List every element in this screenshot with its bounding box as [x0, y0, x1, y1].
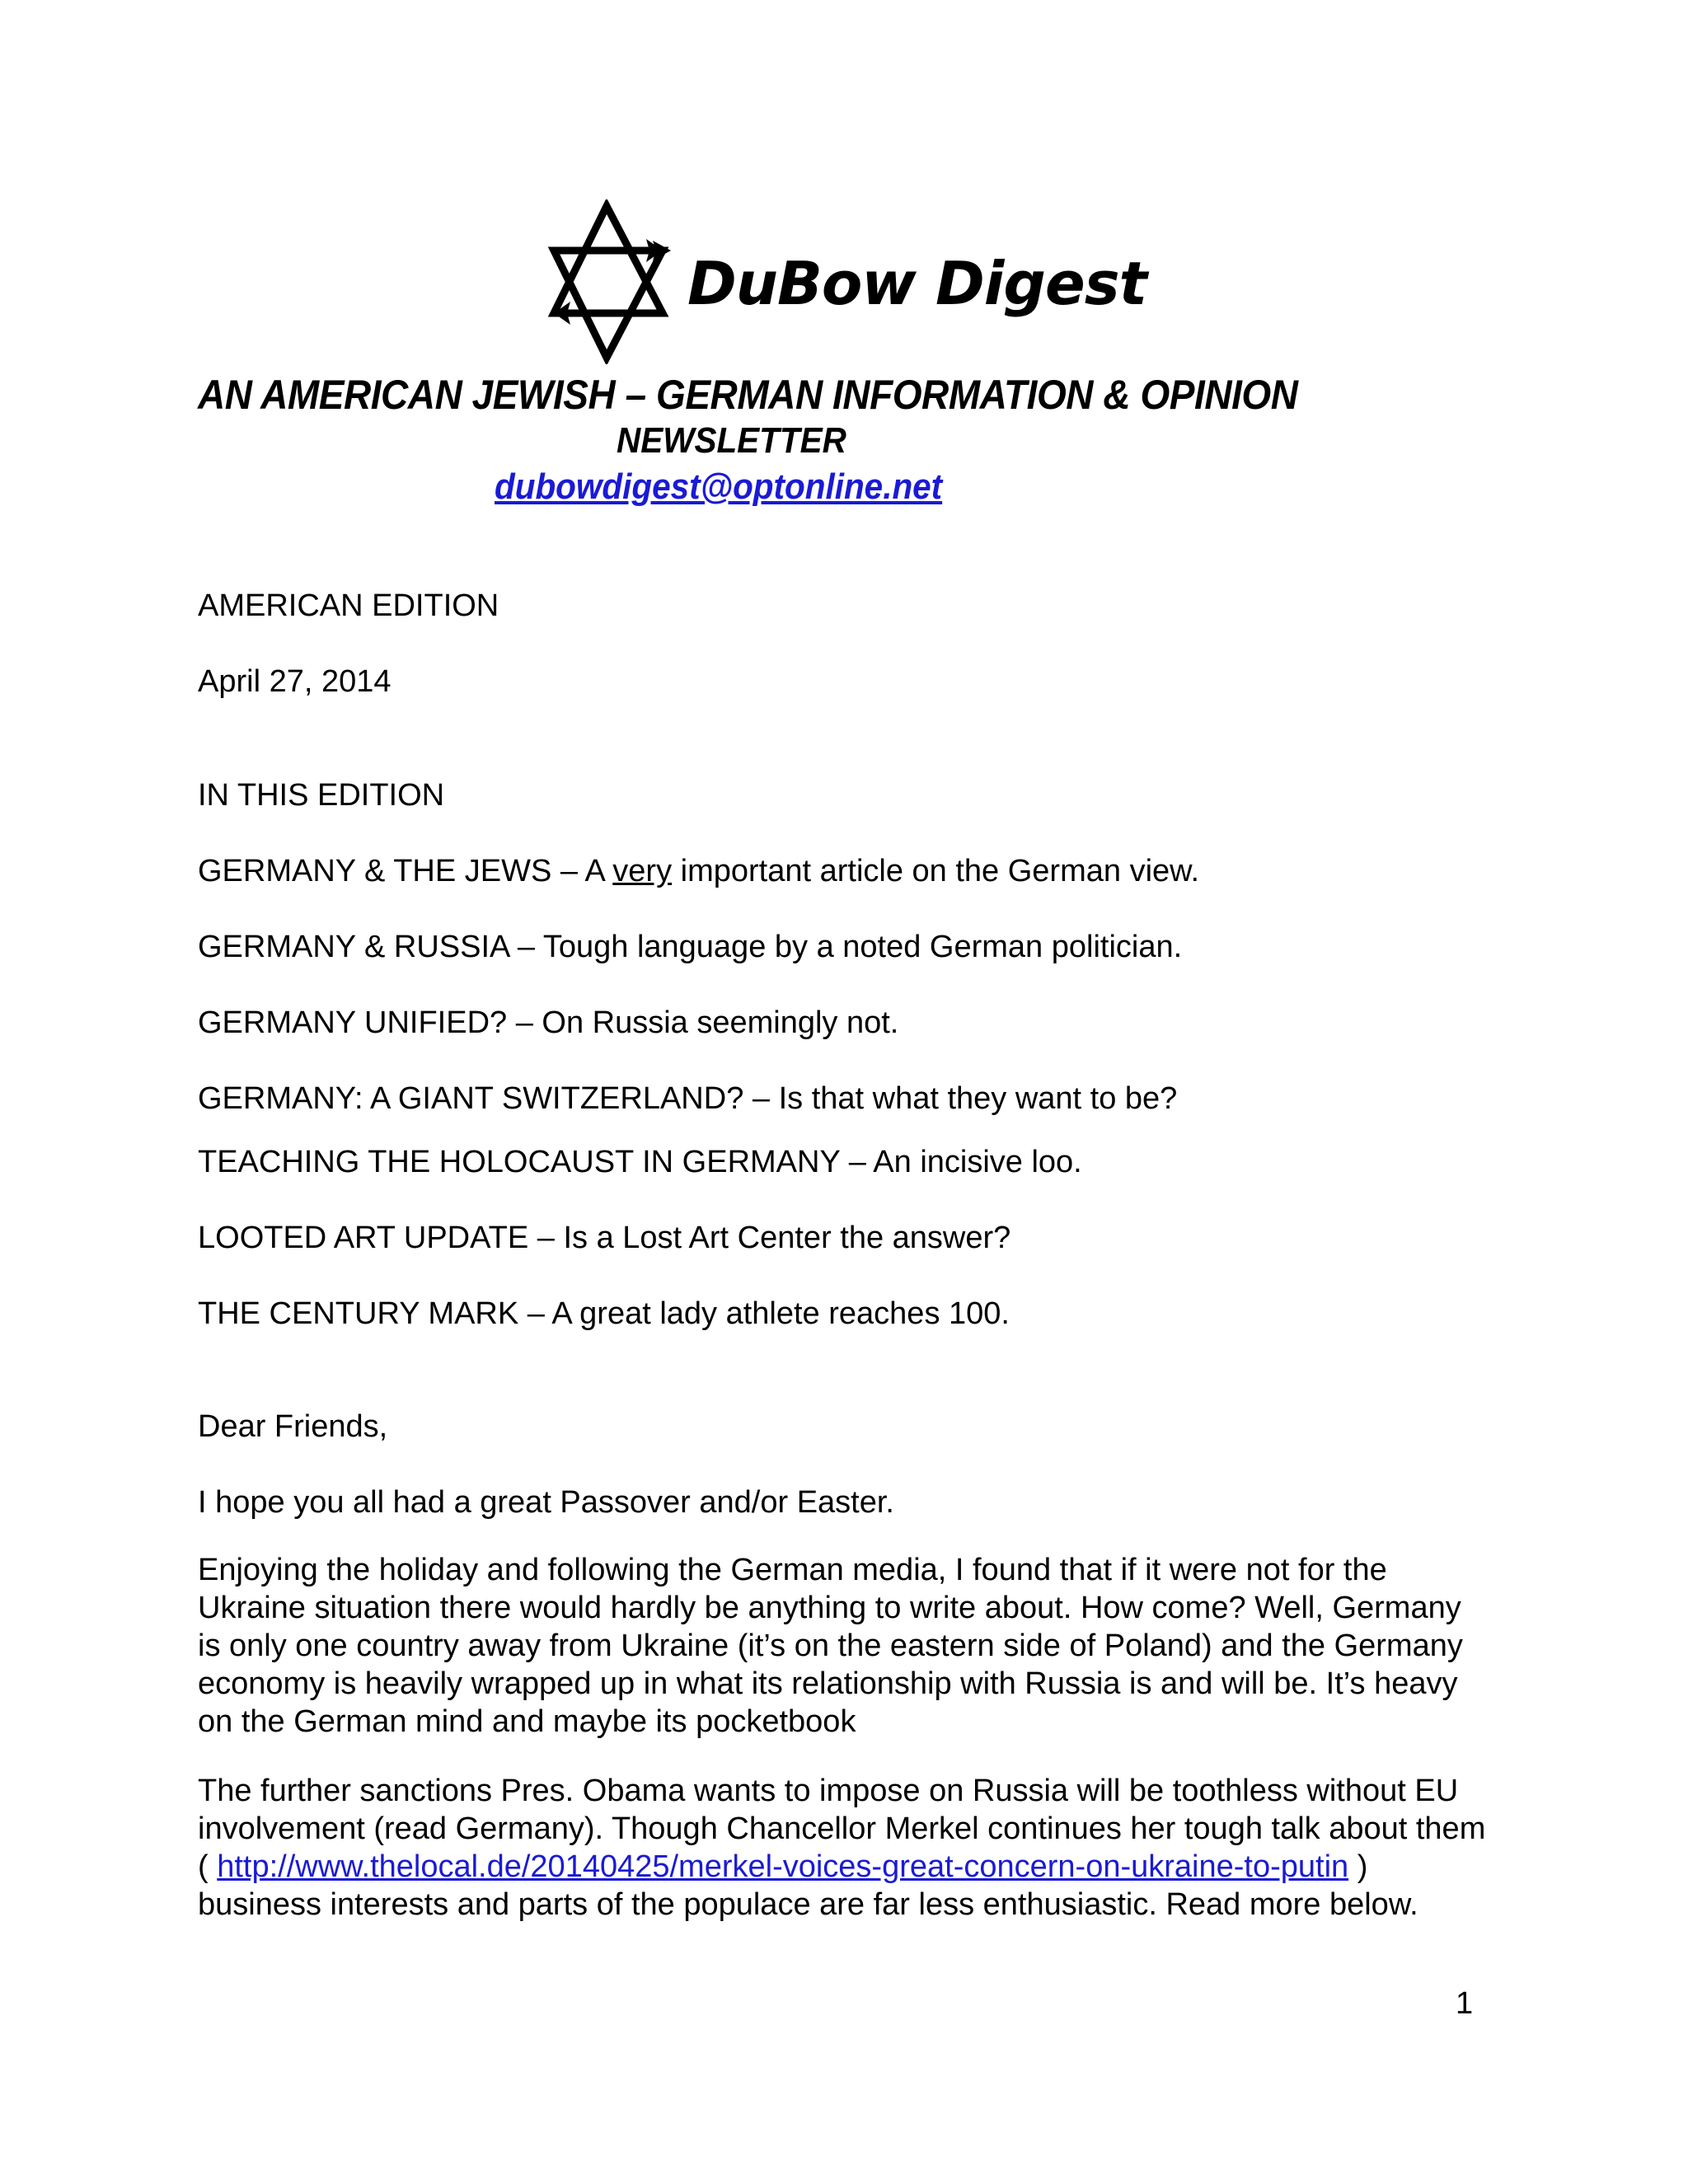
- page-number: 1: [1456, 1986, 1474, 2021]
- toc-item: GERMANY: A GIANT SWITZERLAND? – Is that what they want to be?: [198, 1081, 1178, 1116]
- body-paragraph: I hope you all had a great Passover and/or Easter.: [198, 1485, 894, 1520]
- logo-wordmark: DuBow Digest: [687, 249, 1147, 318]
- edition-label: AMERICAN EDITION: [198, 588, 499, 623]
- contact-email-link[interactable]: dubowdigest@optonline.net: [495, 466, 943, 507]
- toc-item: GERMANY & RUSSIA – Tough language by a noted German politician.: [198, 930, 1183, 964]
- star-of-david-arrows-icon: [547, 199, 687, 364]
- issue-date: April 27, 2014: [198, 664, 392, 699]
- body-paragraph: The further sanctions Pres. Obama wants to impose on Russia will be toothless without EU involvement (read Germany). Though Chancellor Merkel continues her tough talk about them ( http://www.thelocal.de/20140425/merkel-voices-great-concern-on-ukraine-to-putin ) business interests and parts of the populace are far less enthusiastic. Read more below.: [198, 1774, 1486, 1922]
- toc-item: TEACHING THE HOLOCAUST IN GERMANY – An incisive loo.: [198, 1145, 1082, 1179]
- salutation: Dear Friends,: [198, 1409, 388, 1444]
- newsletter-tagline: AN AMERICAN JEWISH – GERMAN INFORMATION & OPINION: [198, 372, 1298, 418]
- toc-item: THE CENTURY MARK – A great lady athlete reaches 100.: [198, 1296, 1010, 1331]
- toc-item: GERMANY UNIFIED? – On Russia seemingly not.: [198, 1005, 899, 1040]
- newsletter-tagline-continued: NEWSLETTER: [617, 420, 846, 461]
- toc-heading: IN THIS EDITION: [198, 778, 445, 813]
- toc-item: LOOTED ART UPDATE – Is a Lost Art Center the answer?: [198, 1221, 1011, 1255]
- dubow-digest-logo: [547, 199, 1147, 364]
- toc-item: GERMANY & THE JEWS – A very important article on the German view.: [198, 854, 1200, 888]
- body-paragraph: Enjoying the holiday and following the German media, I found that if it were not for the Ukraine situation there would hardly be anything to write about. How come? Well, Germany is only one country away from Ukraine (it’s on the eastern side of Poland) and the Germany economy is heavily wrapped up in what its relationship with Russia is and will be. It’s heavy on the German mind and maybe its pocketbook: [198, 1553, 1463, 1739]
- article-link[interactable]: http://www.thelocal.de/20140425/merkel-voices-great-concern-on-ukraine-to-putin: [217, 1849, 1349, 1884]
